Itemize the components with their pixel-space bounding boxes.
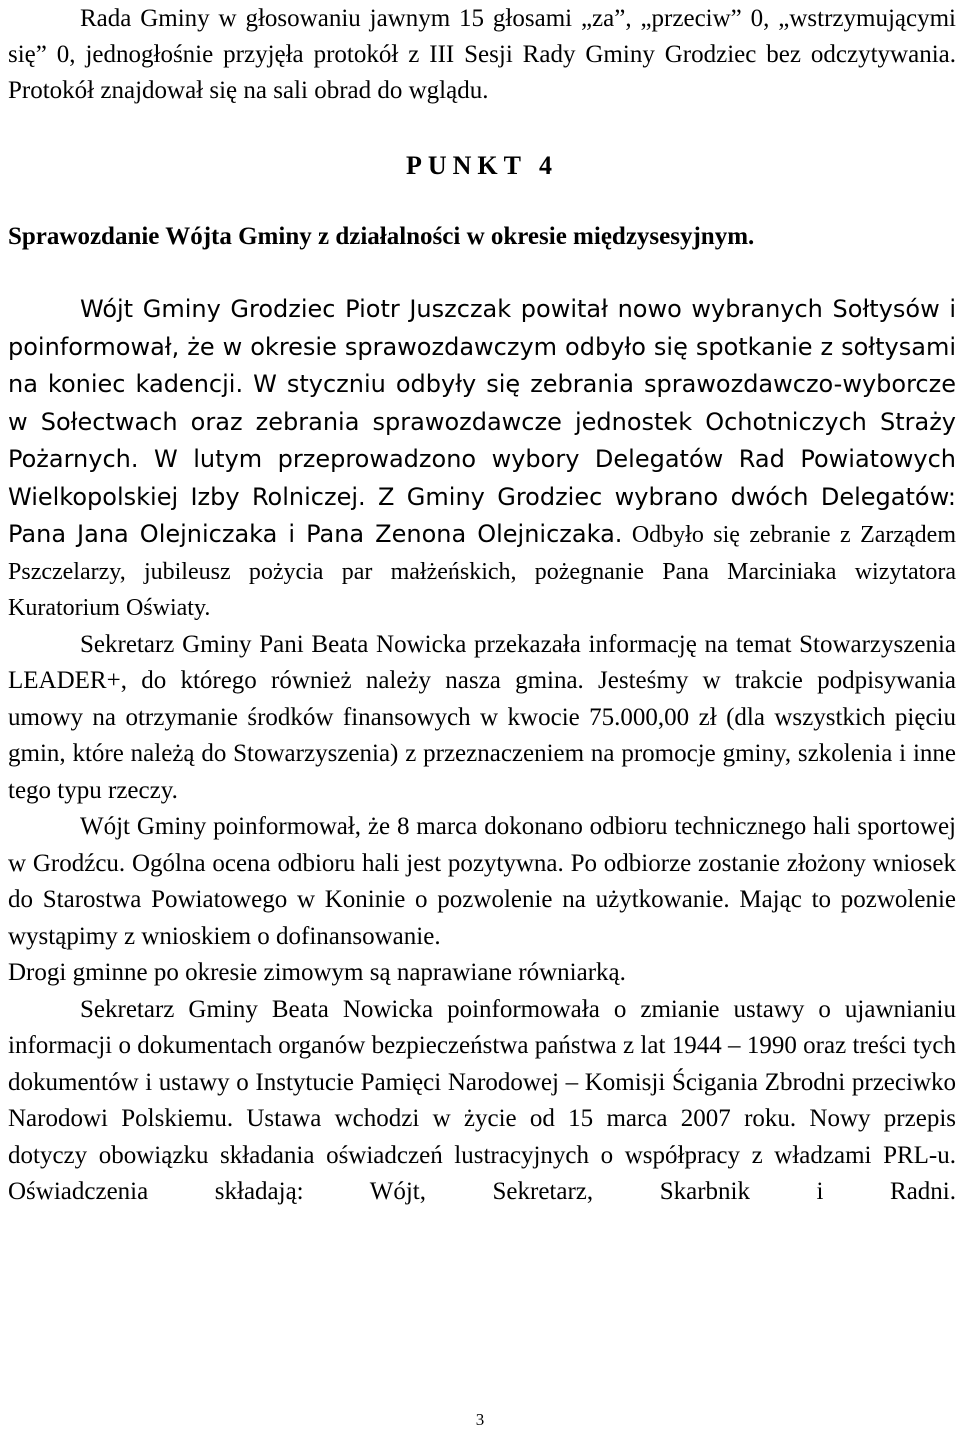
paragraph-leader-association: Sekretarz Gminy Pani Beata Nowicka przekazała informację na temat Stowarzyszenia LEADER+, do którego również należy nasza gmina. Jesteśmy w trakcie podpisywania umowy na otrzymanie środków finansowych w kwocie 75.000,00 zł (dla wszystkich pięciu gmin, które należą do Stowarzyszenia) z przeznaczeniem na promocje gminy, szkolenia i inne tego typu rzeczy. — [8, 630, 956, 804]
document-page — [8, 0, 956, 1211]
report-text-serif: Odbyło się zebranie z Zarządem Pszczelarzy, jubileusz pożycia par małżeńskich, pożegnanie Pana Marciniaka wizytatora Kuratorium Oświaty. — [8, 522, 956, 621]
section-title: Sprawozdanie Wójta Gminy z działalności w okresie międzysesyjnym. — [8, 223, 755, 250]
paragraph-sports-hall: Wójt Gminy poinformował, że 8 marca dokonano odbioru technicznego hali sportowej w Grodźcu. Ogólna ocena odbioru hali jest pozytywna. Po odbiorze zostanie złożony wniosek do Starostwa Powiatowego w Koninie o pozwolenie na użytkowanie. Mając to pozwolenie wystąpimy z wnioskiem o dofinansowanie. — [8, 813, 956, 950]
paragraph-roads: Drogi gminne po okresie zimowym są naprawiane równiarką. — [8, 959, 626, 986]
paragraph-lustration-law: Sekretarz Gminy Beata Nowicka poinformowała o zmianie ustawy o ujawnianiu informacji o dokumentach organów bezpieczeństwa państwa z lat 1944 – 1990 oraz treści tych dokumentów i ustawy o Instytucie Pamięci Narodowej – Komisji Ścigania Zbrodni przeciwko Narodowi Polskiemu. Ustawa wchodzi w życie od 15 marca 2007 roku. Nowy przepis dotyczy obowiązku składania oświadczeń lustracyjnych o współpracy z władzami PRL-u. Oświadczenia składają: Wójt, Sekretarz, Skarbnik i Radni. — [8, 995, 956, 1205]
section-number-heading: PUNKT 4 — [405, 151, 559, 180]
page-number: 3 — [475, 1410, 485, 1429]
report-text-sans: Wójt Gminy Grodziec Piotr Juszczak powitał nowo wybranych Sołtysów i poinformował, że w okresie sprawozdawczym odbyło się spotkanie z sołtysami na koniec kadencji. W styczniu odbyły się zebrania sprawozdawczo-wyborcze w Sołectwach oraz zebrania sprawozdawcze jednostek Ochotniczych Straży Pożarnych. W lutym przeprowadzono wybory Delegatów Rad Powiatowych Wielkopolskiej Izby Rolniczej. Z Gminy Grodziec wybrano dwóch Delegatów: Pana Jana Olejniczaka i Pana Zenona Olejniczaka. — [8, 295, 956, 548]
paragraph-vote-result: Rada Gminy w głosowaniu jawnym 15 głosami „za”, „przeciw” 0, „wstrzymującymi się” 0, jednogłośnie przyjęła protokół z III Sesji Rady Gminy Grodziec bez odczytywania. Protokół znajdował się na sali obrad do wglądu. — [8, 5, 956, 104]
paragraph-mayor-report — [8, 291, 956, 627]
